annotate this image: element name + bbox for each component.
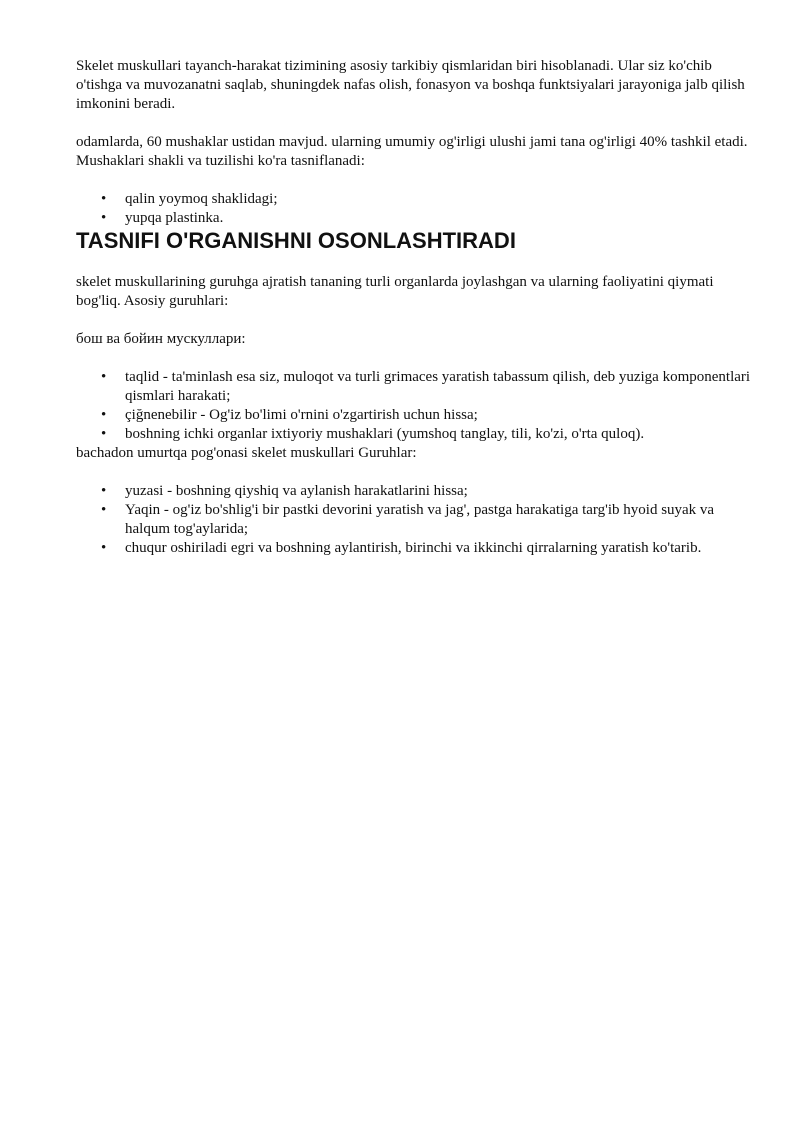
- bullet-icon: •: [101, 426, 107, 442]
- list-item-text: Yaqin - og'iz bo'shlig'i bir pastki devorini yaratish va jag', pastga harakatiga targ'ib hyoid suyak va halqum tog'aylarida;: [125, 502, 715, 537]
- list-item: [76, 368, 756, 406]
- list-item-text: boshning ichki organlar ixtiyoriy mushaklari (yumshoq tanglay, tili, ko'zi, o'rta quloq).: [125, 426, 645, 442]
- document-page: [76, 57, 756, 558]
- list-item: [76, 539, 756, 558]
- list-item-text: qalin yoymoq shaklidagi;: [125, 191, 278, 207]
- list-item: [76, 482, 756, 501]
- list-item: [76, 425, 756, 444]
- spine-muscle-list: [76, 482, 756, 558]
- muscle-count-paragraph: odamlarda, 60 mushaklar ustidan mavjud. ularning umumiy og'irligi ulushi jami tana og'irligi 40% tashkil etadi. Mushaklari shakli va tuzilishi ko'ra tasniflanadi:: [76, 134, 748, 169]
- list-item: [76, 501, 756, 539]
- intro-paragraph: Skelet muskullari tayanch-harakat tizimining asosiy tarkibiy qismlaridan biri hisoblanadi. Ular siz ko'chib o'tishga va muvozanatni saqlab, shuningdek nafas olish, fonasyon va boshqa funktsiyalari jarayoniga jalb qilish imkonini beradi.: [76, 58, 745, 112]
- bullet-icon: •: [101, 369, 107, 385]
- groups-paragraph: skelet muskullarining guruhga ajratish tananing turli organlarda joylashgan va ularning faoliyatini qiymati bog'liq. Asosiy guruhlari:: [76, 274, 714, 309]
- list-item-text: taqlid - ta'minlash esa siz, muloqot va turli grimaces yaratish tabassum qilish, deb yuziga komponentlari qismlari harakati;: [125, 369, 751, 404]
- bullet-icon: •: [101, 540, 107, 556]
- bullet-icon: •: [101, 502, 107, 518]
- spine-groups-paragraph: bachadon umurtqa pog'onasi skelet muskullari Guruhlar:: [76, 445, 417, 461]
- list-item-text: çiğnenebilir - Og'iz bo'limi o'rnini o'zgartirish uchun hissa;: [125, 407, 478, 423]
- list-item-text: chuqur oshiriladi egri va boshning aylantirish, birinchi va ikkinchi qirralarning yaratish ko'tarib.: [125, 540, 702, 556]
- bullet-icon: •: [101, 210, 107, 226]
- shape-list: [76, 190, 756, 228]
- bullet-icon: •: [101, 483, 107, 499]
- list-item: [76, 209, 756, 228]
- list-item-text: yupqa plastinka.: [125, 210, 224, 226]
- head-neck-label: бош ва бойин мускуллари:: [76, 331, 246, 347]
- list-item-text: yuzasi - boshning qiyshiq va aylanish harakatlarini hissa;: [125, 483, 468, 499]
- list-item: [76, 190, 756, 209]
- section-heading: TASNIFI O'RGANISHNI OSONLASHTIRADI: [76, 228, 516, 253]
- bullet-icon: •: [101, 191, 107, 207]
- list-item: [76, 406, 756, 425]
- head-muscle-list: [76, 368, 756, 444]
- bullet-icon: •: [101, 407, 107, 423]
